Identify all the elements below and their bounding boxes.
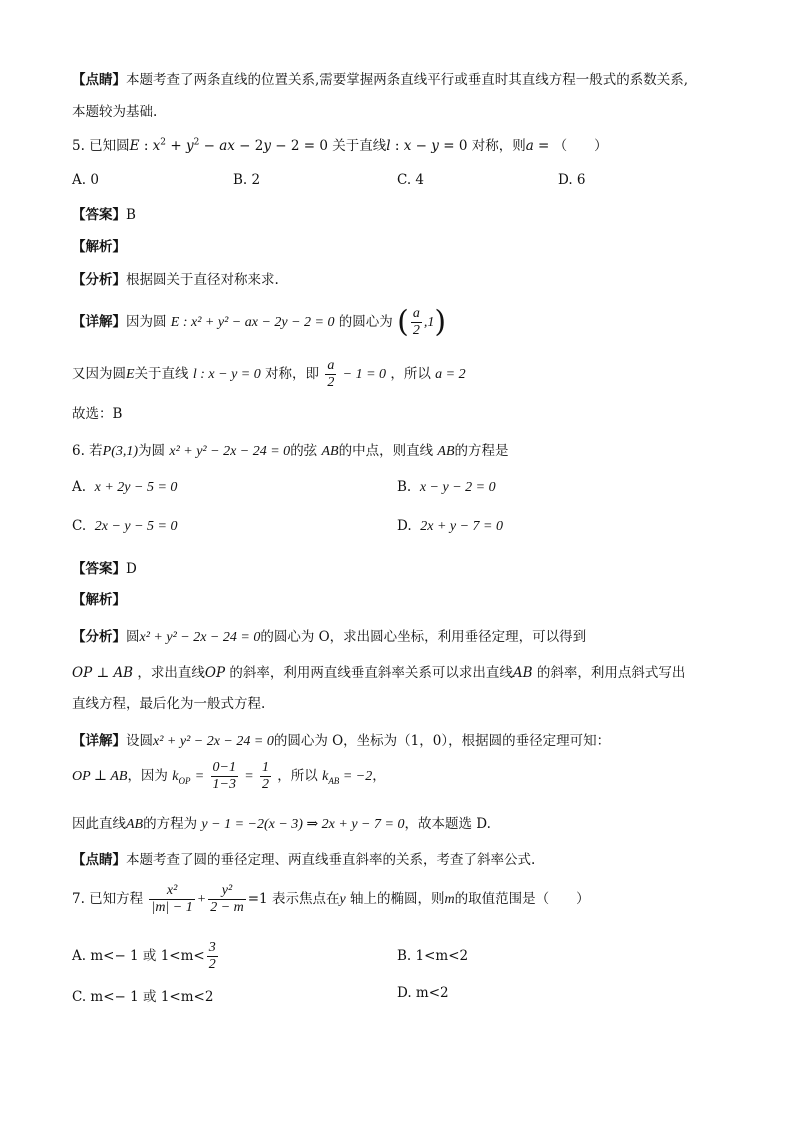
q7-mid2: 轴上的椭圆，则 [349,891,445,907]
k-frac2-num: 1 [262,760,269,775]
q7-a-frac [207,940,218,973]
q7-mid: 表示焦点在 [271,891,340,907]
q7-option-b: B. 1<m<2 [397,948,469,964]
q7-pre: 7. 已知方程 [72,891,144,907]
answer-tag: 【答案】 [72,207,126,223]
choice-value: B [112,406,123,422]
q7-option-d: D. m<2 [397,985,449,1001]
q6-option-c [72,518,178,535]
q6-a-eq: x + 2y − 5 = 0 [94,480,178,495]
answer-tag-6: 【答案】 [72,561,126,577]
k-op-sub: OP [178,775,191,786]
circle-equation: E : x² + y² − ax − 2y − 2 = 0 [170,315,335,330]
q6-final [72,812,491,833]
fenxi-text-6-3: 直线方程，最后化为一般式方程. [72,696,266,712]
fenxi-text-6-2: OP ⊥ AB ，求出直线OP 的斜率，利用两直线垂直斜率关系可以求出直线AB 的斜率，利用点斜式写出 [72,665,686,681]
q6-b-eq: x − y − 2 = 0 [419,480,496,495]
q6-remark [72,848,535,868]
q5-option-d: D. 6 [558,172,586,188]
k-ab-sub: AB [328,775,340,786]
fenxi-pre-6: 圆 [126,629,140,645]
q6-point: P(3,1) [102,444,139,459]
line2-eq: l : x − y = 0 [192,367,261,382]
k-op-k: k [172,769,179,784]
paren-left: ( [397,304,409,340]
q6-end: 的方程是 [454,443,509,459]
q7-option-c: C. m<− 1 或 1<m<2 [72,989,214,1005]
k-frac1-den: 1−3 [212,777,236,792]
center-fraction [411,306,422,339]
center-rest: ,1 [423,315,435,330]
remark-text: 本题考查了两条直线的位置关系,需要掌握两条直线平行或垂直时其直线方程一般式的系数关系, [126,72,689,88]
q7-plus: + [196,892,207,907]
final-eq: y − 1 = −2(x − 3) ⇒ 2x + y − 7 = 0 [201,817,405,832]
q6-b-label: B. [397,479,412,495]
q6-mid3: 的中点，则直线 [338,443,434,459]
fenxi-circle-6: x² + y² − 2x − 24 = 0 [139,630,261,645]
remark-tag-6: 【点睛】 [72,852,126,868]
because: ，因为 [127,768,168,784]
k-ab-k: k [322,769,329,784]
line2-frac-den: 2 [327,375,335,390]
k-frac-1 [211,760,238,793]
k-ab-val: = −2 [342,769,373,784]
q7-frac-2 [208,883,246,916]
q6-fenxi-2 [72,661,685,681]
q5-option-c: C. 4 [397,172,425,188]
detail-mid-6: 的圆心为 O，坐标为（1，0），根据圆的垂径定理可知： [273,733,611,749]
q6-a-label: A. [72,479,87,495]
q7-var: m [444,892,455,907]
k-frac1-num: 0−1 [212,760,236,775]
remark-text-6: 本题考查了圆的垂径定理、两直线垂直斜率的关系，考查了斜率公式. [126,852,536,868]
detail-circle-6: x² + y² − 2x − 24 = 0 [153,734,274,749]
question-6-stem [72,439,509,460]
paren-right: ) [434,304,447,340]
remark-line-1 [72,68,688,88]
fenxi-tag-6: 【分析】 [72,629,126,645]
final-chord: AB [126,817,144,832]
line2-mid2: 对称，即 [265,366,320,382]
q6-detail [72,729,610,750]
detail-tag: 【详解】 [72,314,126,330]
perp-relation: OP ⊥ AB [72,769,128,784]
fenxi-mid-6: 的圆心为 O，求出圆心坐标，利用垂径定理，可以得到 [260,629,587,645]
q6-option-a [72,479,177,496]
detail-tag-6: 【详解】 [72,733,126,749]
q6-fenxi [72,625,586,646]
question-5-stem [72,134,608,154]
q5-detail [72,306,446,339]
q6-mid2: 的弦 [290,443,318,459]
center-den: 2 [412,323,420,338]
remark-line-2 [72,100,157,120]
q6-d-label: D. [397,518,412,534]
q6-circle: x² + y² − 2x − 24 = 0 [169,444,291,459]
detail-pre: 因为圆 [126,314,167,330]
q7-f1-num: x² [149,883,194,900]
final-pre: 因此直线 [72,816,126,832]
line2-result: a = 2 [435,367,466,382]
question-5-text: 5. 已知圆E : $x^2 + y^2$ − ax − 2y − 2 = 0 关于直线l : x − y = 0 对称，则a = （ ） [72,137,608,154]
q7-f1-den: |m| − 1 [151,900,193,915]
q7-f2-den: 2 − m [210,900,244,915]
analysis-tag: 【解析】 [72,239,126,255]
choice-tag: 故选： [72,406,113,422]
q6-mid: 为圆 [138,443,166,459]
q6-d-eq: 2x + y − 7 = 0 [420,519,504,534]
q5-option-a: A. 0 [72,172,99,188]
fenxi-text: 根据圆关于直径对称来求. [126,272,279,288]
q7-axis: y [339,892,346,907]
q6-slope-line: OP ⊥ AB，因为 $k_{OP}$ = $\frac{0-1}{1-3}$ = $\frac{1}{2}$ ，所以 $k_{AB} = -2$， [72,760,386,792]
q7-a-den: 2 [208,957,216,972]
q7-end: 的取值范围是（ ） [454,891,590,907]
final-mid: 的方程为 [143,816,198,832]
q6-c-eq: 2x − y − 5 = 0 [94,519,178,534]
k-frac2-den: 2 [262,777,269,792]
k-op [172,769,190,784]
center-num: a [412,306,420,321]
q7-option-a [72,940,220,973]
q7-a-num: 3 [208,940,216,955]
q6-chord-2: AB [437,444,455,459]
line2-fraction [325,358,336,391]
q7-frac-1 [149,883,194,916]
q6-fenxi-3 [72,692,265,712]
q6-option-d [397,518,503,535]
k-so: ，所以 [277,768,318,784]
q7-eq-end: =1 [247,891,268,907]
answer-value: B [126,207,136,223]
detail-pre-6: 设圆 [126,733,153,749]
answer-value-6: D [126,561,137,577]
line2-frac-num: a [327,358,335,373]
line2-so: ，所以 [390,366,431,382]
final-end: ，故本题选 D. [404,816,491,832]
q6-answer [72,557,137,577]
q7-a-text: A. m<− 1 或 1<m< [72,948,205,964]
k-frac-2 [260,760,271,793]
q5-fenxi [72,268,279,288]
question-7-stem [72,883,590,916]
fenxi-tag: 【分析】 [72,272,126,288]
line2-rest: − 1 = 0 [342,367,387,382]
remark-tag: 【点睛】 [72,72,126,88]
k-ab [322,769,372,784]
q7-f2-num: y² [208,883,246,900]
q5-analysis-heading [72,235,126,255]
q6-chord: AB [321,444,339,459]
remark-text-2: 本题较为基础. [72,104,158,120]
analysis-tag-6: 【解析】 [72,592,126,608]
q6-analysis-heading [72,588,126,608]
q5-detail-2: 又因为圆E关于直线 l : x − y = 0 对称，即 $\frac{a}{2}$ − 1 = 0 ，所以 a = 2 [72,358,466,390]
line2-mid: 关于直线 [134,366,189,382]
q5-choice [72,402,122,422]
q6-option-b [397,479,496,496]
q5-option-b: B. 2 [233,172,261,188]
line2-pre: 又因为圆 [72,366,126,382]
q6-c-label: C. [72,518,87,534]
k-end: ， [372,768,386,784]
detail-mid: 的圆心为 [338,314,393,330]
q5-answer [72,203,136,223]
q6-pre: 6. 若 [72,443,103,459]
